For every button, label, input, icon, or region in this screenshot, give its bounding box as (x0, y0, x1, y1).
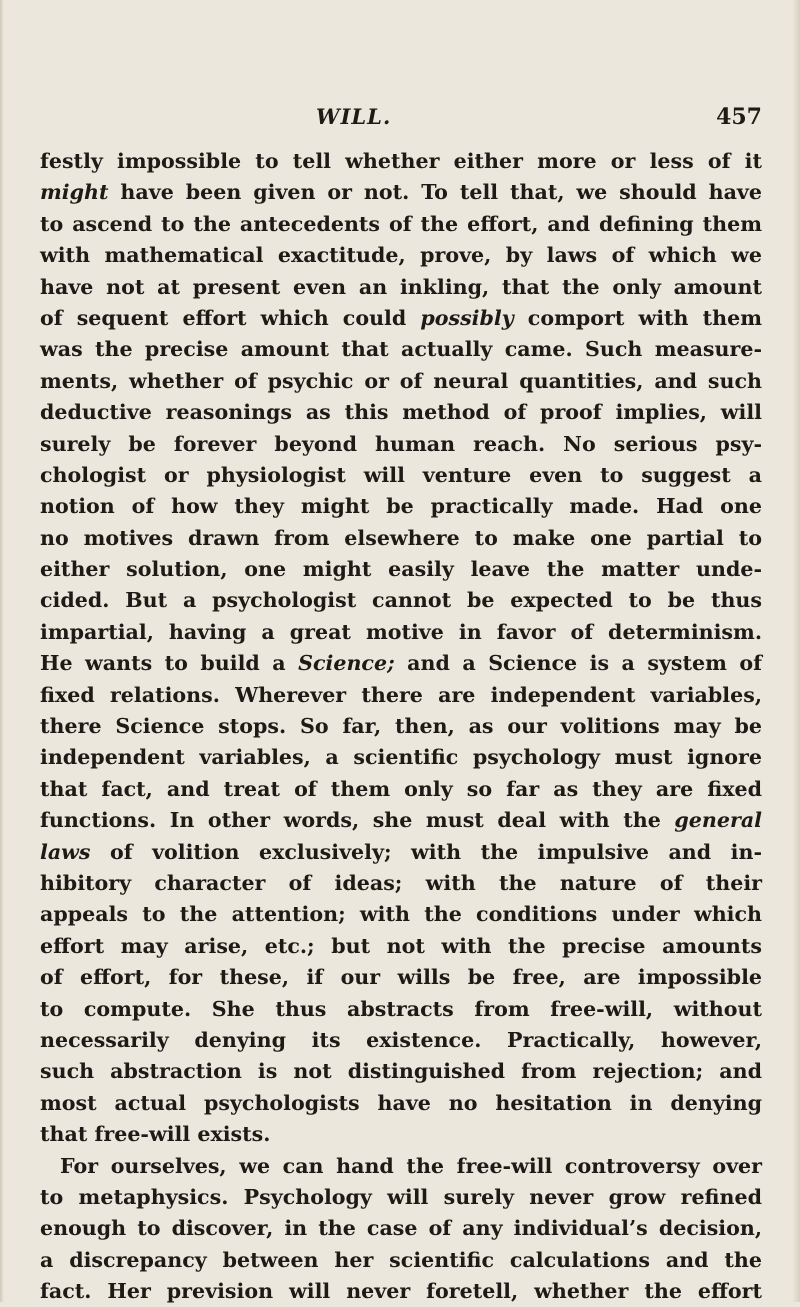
text-line (40, 1119, 762, 1150)
italic-text: might (40, 180, 109, 205)
text-span: necessarily denying its existence. Practically, however, (40, 1027, 762, 1052)
text-span: appeals to the attention; with the conditions under which (40, 902, 762, 927)
text-line (40, 523, 762, 554)
text-span: effort may arise, etc.; but not with the precise amounts (40, 933, 762, 958)
text-line (40, 429, 762, 460)
text-line (40, 899, 762, 930)
text-span: such abstraction is not distinguished from rejection; and (40, 1059, 762, 1084)
text-line (40, 868, 762, 899)
text-span: impartial, having a great motive in favor of determinism. (40, 619, 762, 644)
text-span: notion of how they might be practically made. Had one (40, 494, 762, 519)
text-span: to metaphysics. Psychology will surely never grow refined (40, 1184, 762, 1209)
text-line (40, 460, 762, 491)
running-head (40, 104, 762, 134)
text-line (40, 240, 762, 271)
text-line (40, 366, 762, 397)
text-span: surely be forever beyond human reach. No serious psy- (40, 431, 762, 456)
italic-text: Science; (298, 651, 395, 676)
italic-text: laws (40, 839, 91, 864)
text-span: there Science stops. So far, then, as our volitions may be (40, 714, 762, 739)
text-span: enough to discover, in the case of any individual’s decision, (40, 1216, 762, 1241)
page-edge-left (0, 0, 4, 1302)
text-line (40, 742, 762, 773)
text-line (40, 397, 762, 428)
text-span: hibitory character of ideas; with the nature of their (40, 870, 762, 895)
text-line (40, 1151, 762, 1182)
text-span: For ourselves, we can hand the free-will controversy over (60, 1153, 762, 1178)
text-span: fact. Her prevision will never foretell, whether the effort (40, 1279, 762, 1304)
text-span: was the precise amount that actually came. Such measure- (40, 337, 762, 362)
text-span: comport with them (513, 305, 762, 330)
text-span: most actual psychologists have no hesitation in denying (40, 1090, 762, 1115)
text-span: have not at present even an inkling, that the only amount (40, 274, 762, 299)
text-line (40, 209, 762, 240)
text-line (40, 554, 762, 585)
body-text (40, 146, 762, 1307)
text-line (40, 1088, 762, 1119)
text-line (40, 1213, 762, 1244)
text-span: He wants to build a (40, 651, 299, 676)
text-line (40, 1025, 762, 1056)
text-line (40, 837, 762, 868)
text-line (40, 1245, 762, 1276)
text-span: deductive reasonings as this method of proof implies, will (40, 400, 762, 425)
text-line (40, 1276, 762, 1307)
text-span: to compute. She thus abstracts from free-will, without (40, 996, 762, 1021)
text-line (40, 303, 762, 334)
text-line (40, 585, 762, 616)
page-number: 457 (716, 104, 762, 130)
italic-text: possibly (420, 305, 514, 330)
text-line (40, 1056, 762, 1087)
running-title: WILL. (316, 104, 392, 129)
text-line (40, 994, 762, 1025)
text-span: of volition exclusively; with the impulsive and in- (90, 839, 762, 864)
text-line (40, 334, 762, 365)
text-line (40, 774, 762, 805)
italic-text: general (674, 808, 762, 833)
text-line (40, 146, 762, 177)
text-span: cided. But a psychologist cannot be expected to be thus (40, 588, 762, 613)
text-span: with mathematical exactitude, prove, by laws of which we (40, 243, 762, 268)
text-span: of sequent effort which could (40, 305, 421, 330)
text-span: functions. In other words, she must deal with the (40, 808, 675, 833)
text-span: ments, whether of psychic or of neural quantities, and such (40, 368, 762, 393)
text-span: festly impossible to tell whether either more or less of it (40, 149, 762, 173)
text-line (40, 648, 762, 679)
text-span: no motives drawn from elsewhere to make one partial to (40, 525, 762, 550)
text-line (40, 272, 762, 303)
text-line (40, 962, 762, 993)
text-span: a discrepancy between her scientific calculations and the (40, 1247, 762, 1272)
text-line (40, 617, 762, 648)
text-line (40, 177, 762, 208)
text-line (40, 680, 762, 711)
text-span: chologist or physiologist will venture even to suggest a (40, 462, 762, 487)
text-span: have been given or not. To tell that, we should have (108, 180, 762, 205)
page-edge-right (792, 0, 800, 1302)
text-span: that free-will exists. (40, 1122, 271, 1147)
text-span: to ascend to the antecedents of the effort, and defining them (40, 211, 762, 236)
text-span: fixed relations. Wherever there are independent variables, (40, 682, 762, 707)
text-span: of effort, for these, if our wills be free, are impossible (40, 965, 762, 990)
text-span: independent variables, a scientific psychology must ignore (40, 745, 762, 770)
text-span: and a Science is a system of (394, 651, 762, 676)
text-line (40, 491, 762, 522)
text-line (40, 805, 762, 836)
text-span: either solution, one might easily leave the matter unde- (40, 557, 762, 582)
text-line (40, 1182, 762, 1213)
text-span: that fact, and treat of them only so far as they are fixed (40, 776, 762, 801)
text-line (40, 711, 762, 742)
text-line (40, 931, 762, 962)
